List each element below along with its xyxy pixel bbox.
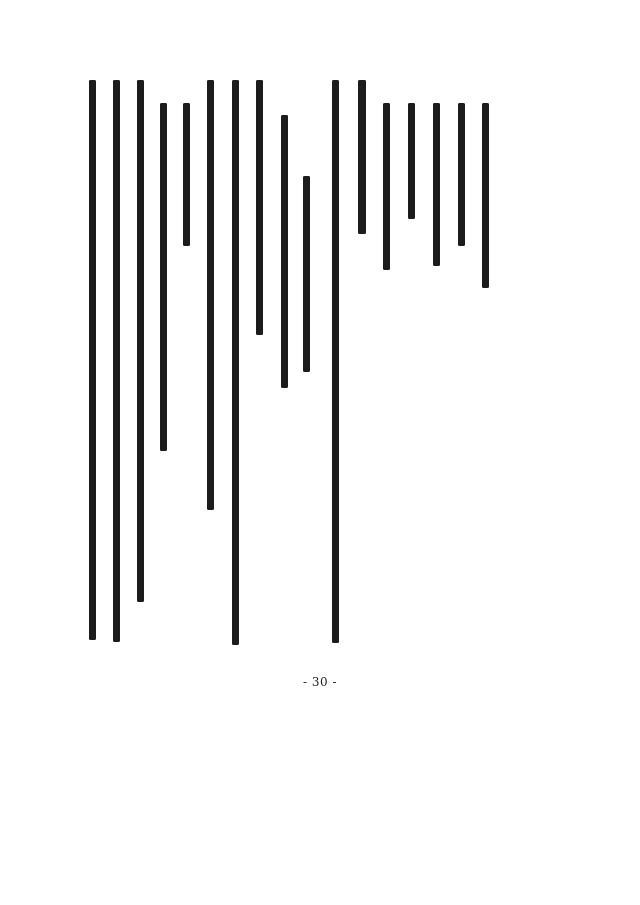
body-line-5 xyxy=(183,0,190,905)
body-line-9 xyxy=(89,0,96,905)
list-item-3 xyxy=(433,0,440,905)
body-line-2 xyxy=(281,0,288,905)
heading-line xyxy=(358,0,366,905)
section-title-line xyxy=(332,0,339,905)
body-line-6 xyxy=(160,0,167,905)
body-line-8 xyxy=(113,0,120,905)
list-item-1 xyxy=(482,0,489,905)
list-item-4 xyxy=(408,0,415,905)
list-item-2 xyxy=(458,0,465,905)
body-line-4 xyxy=(232,0,239,905)
subheading-line xyxy=(207,0,214,905)
body-line-7 xyxy=(137,0,144,905)
page-number: - 30 - xyxy=(302,675,337,689)
list-item-5 xyxy=(383,0,390,905)
body-line-3 xyxy=(256,0,263,905)
body-line-1 xyxy=(303,0,310,905)
